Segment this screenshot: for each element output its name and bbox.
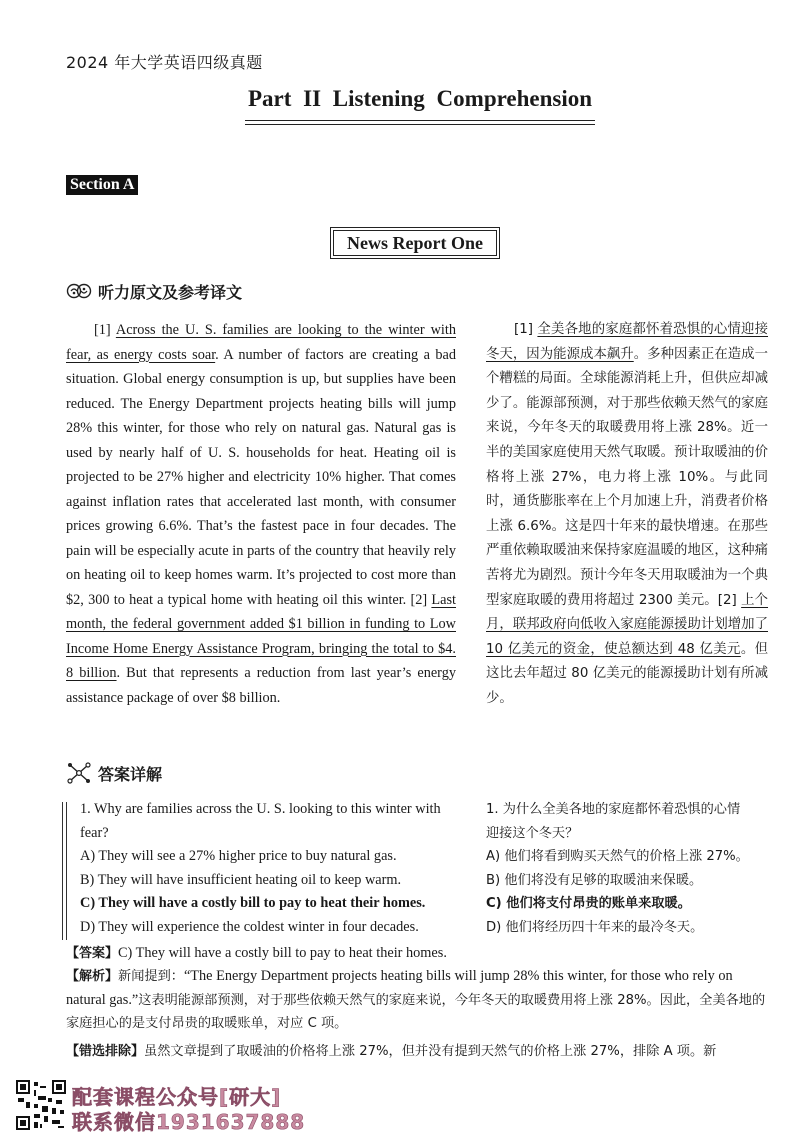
report-title: News Report One xyxy=(347,233,483,253)
translation-text: 。但这比去年超过 80 亿美元的能源援助计划有所减少。 xyxy=(486,641,768,706)
key-sentence-1-cn: 全美各地的家庭都怀着恐惧的心情迎接冬天，因为能源成本飙升 xyxy=(486,322,769,362)
key-sentence-1: Across the U. S. families are looking to the winter with fear, as energy costs soar xyxy=(66,322,456,363)
option-b-cn: B) 他们将没有足够的取暖油来保暖。 xyxy=(486,872,703,888)
section-label: Section A xyxy=(66,175,138,195)
transcript-text: . But that represents a reduction from last year’s energy assistance package of over $8 billion. xyxy=(66,665,456,706)
analysis-icon xyxy=(66,762,92,784)
exclusion-label: 【错选排除】 xyxy=(66,1044,145,1059)
option-a: A) They will see a 27% higher price to buy natural gas. xyxy=(80,848,397,865)
sentence-number: [1] xyxy=(514,322,538,337)
book-title: 2024 年大学英语四级真题 xyxy=(66,53,263,72)
option-d: D) They will experience the coldest winter in four decades. xyxy=(80,918,419,935)
qr-code-icon xyxy=(16,1080,66,1130)
transcript-heading xyxy=(66,280,242,302)
option-c-cn-correct: C) 他们将支付昂贵的账单来取暖。 xyxy=(486,896,691,912)
promo-watermark-line2: 联系微信1931637888 xyxy=(72,1110,306,1134)
promo-watermark-line1: 配套课程公众号[研大] xyxy=(72,1085,282,1109)
part-title: Part II Listening Comprehension xyxy=(247,86,593,111)
sentence-number: [2] xyxy=(717,592,742,608)
question-stem: fear? xyxy=(80,824,109,841)
english-transcript xyxy=(66,318,456,710)
question-stem-cn: 迎接这个冬天？ xyxy=(486,825,579,841)
answer-heading xyxy=(66,762,162,784)
analysis-label: 【解析】 xyxy=(66,969,119,984)
answer-text: C) They will have a costly bill to pay to heat their homes. xyxy=(118,945,447,961)
title-rule xyxy=(245,124,595,125)
option-c-correct: C) They will have a costly bill to pay to heat their homes. xyxy=(80,895,426,912)
question-stem: 1. Why are families across the U. S. looking to this winter with xyxy=(80,801,441,817)
key-sentence-2-cn: 上个月，联邦政府向低收入家庭能源援助计划增加了 10 亿美元的资金，使总额达到 48 亿美元 xyxy=(486,592,769,657)
transcript-text: . A number of factors are creating a bad situation. Global energy consumption is up, but supplies have been reduced. The Energy Department projects heating bills will jump 28% this winter, for those who rely on natural gas. Natural gas is used by nearly half of U. S. households for heat. Heating oil is projected to be 27% higher and electricity 10% higher. That comes against inflation rates that accelerated last month, with consumer prices growing 6.6%. That’s the fastest pace in four decades. The pain will be especially acute in parts of the country that heavily rely on heating oil to keep homes warm. It’s projected to cost more than $2, 300 to heat a typical home with heating oil this winter. xyxy=(66,346,457,608)
sentence-number: [2] xyxy=(410,591,432,608)
key-sentence-2: Last month, the federal government added $1 billion in funding to Low Income Home Energy Assistance Program, bringing the total to $4. 8 billion xyxy=(66,591,457,681)
option-a-cn: A) 他们将看到购买天然气的价格上涨 27%。 xyxy=(486,849,749,865)
report-title-box xyxy=(330,227,500,259)
listening-icon xyxy=(66,280,92,302)
sentence-number: [1] xyxy=(94,322,116,338)
title-rule xyxy=(245,120,595,121)
exclusion-text: 虽然文章提到了取暖油的价格将上涨 27%，但并没有提到天然气的价格上涨 27%，排除 A 项。新 xyxy=(144,1044,717,1059)
analysis-lead: 新闻提到： xyxy=(118,969,184,984)
chinese-translation xyxy=(486,318,768,712)
transcript-heading-text: 听力原文及参考译文 xyxy=(98,282,243,302)
analysis-block xyxy=(66,965,770,1036)
exclusion-block xyxy=(66,1040,770,1064)
analysis-quote: “The Energy Department projects heating bills will jump 28% this winter, for those who rely on natural gas.” xyxy=(66,968,733,1008)
option-d-cn: D) 他们将经历四十年来的最冷冬天。 xyxy=(486,919,704,935)
answer-heading-text: 答案详解 xyxy=(98,764,163,784)
answer-label: 【答案】 xyxy=(66,946,119,961)
question-chinese xyxy=(486,798,776,940)
question-stem-cn: 1. 为什么全美各地的家庭都怀着恐惧的心情 xyxy=(486,802,741,817)
question-marker xyxy=(62,802,67,940)
translation-text: 。多种因素正在造成一个糟糕的局面。全球能源消耗上升，但供应却减少了。能源部预测，对于那些依赖天然气的家庭来说，今年冬天的取暖费用将上涨 28%。近一半的美国家庭使用天然气取暖。预计取暖油的价格将上涨 27%，电力将上涨 10%。与此同时，通货膨胀率在上个月加速上升，消费者价格上涨 6.6%。这是四十年来的最快增速。在那些严重依赖取暖油来保持家庭温暖的地区，这种痛苦将尤为剧烈。预计今年冬天用取暖油为一个典型家庭取暖的费用将超过 2300 美元。 xyxy=(486,346,768,608)
answer-line xyxy=(66,942,770,966)
analysis-text: 这表明能源部预测，对于那些依赖天然气的家庭来说，今年冬天的取暖费用将上涨 28%。因此，全美各地的家庭担心的是支付昂贵的取暖账单，对应 C 项。 xyxy=(66,992,766,1031)
question-english xyxy=(80,798,460,940)
option-b: B) They will have insufficient heating oil to keep warm. xyxy=(80,871,402,888)
